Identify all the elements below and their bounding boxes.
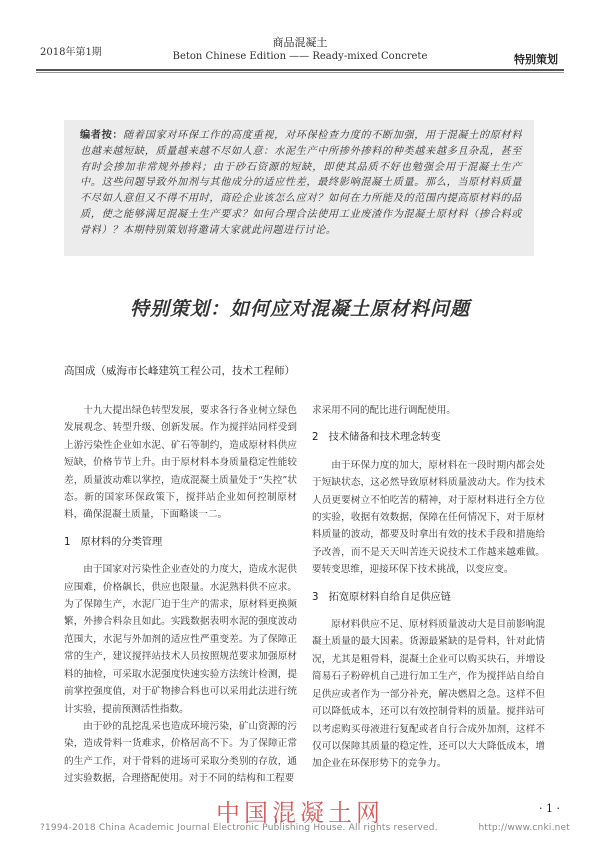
section-1-paragraph-2: 由于砂的乱挖乱采也造成环境污染，矿山资源的污染，造成骨料一货难求，价格居高不下。为了保障正常的生产工作，对于骨料的进场可采取分类别的存放，通过实验数据，合理搭配使用。对于不同的结构和工程要 — [64, 720, 297, 785]
editor-note — [80, 128, 522, 239]
right-column — [312, 402, 545, 773]
section-3-paragraph: 原材料供应不足、原材料质量波动大是目前影响混凝土质量的最大因素。货源最紧缺的是骨料，针对此情况，尤其是粗骨料，混凝土企业可以购买块石，并增设简易石子粉碎机自己进行加工生产，作为搅拌站自给自足供应或者作为一部分补充，解决燃眉之急。这样不但可以降低成本，还可以有效控制骨料的质量。搅拌站可以考虑购买母液进行复配或者自行合成外加剂，这样不仅可以保障其质量的稳定性，还可以大大降低成本，增加企业在环保形势下的竞争力。 — [312, 619, 545, 770]
editor-note-label: 编者按： — [80, 129, 124, 141]
editor-note-text: 随着国家对环保工作的高度重视，对环保检查力度的不断加强，用于混凝土的原材料也越来越短缺，质量越来越不尽如人意：水泥生产中所掺外掺料的种类越来越多且杂乱，甚至有时会掺加非常规外掺料；由于砂石资源的短缺，即使其品质不好也勉强会用于混凝土生产中。这些问题导致外加剂与其他成分的适应性差，最终影响混凝土质量。那么，当原材料质量不尽如人意但又不得不用时，商砼企业该怎么应对？如何在力所能及的范围内提高原材料的品质，使之能够满足混凝土生产要求？如何合理合法使用工业废渣作为混凝土原材料（掺合料或骨料）？本期特别策划将邀请大家就此问题进行讨论。 — [80, 130, 523, 236]
section-heading-1: 1 原材料的分类管理 — [64, 536, 163, 548]
footer-copyright: ?1994-2018 China Academic Journal Electronic Publishing House. All rights reserved. — [40, 823, 438, 833]
section-1-paragraph-1: 由于国家对污染性企业查处的力度大，造成水泥供应围难，价格飙长，供应也限量。水泥熟料供不应求。为了保障生产，水泥厂迫于生产的需求，原材料更换频繁，外掺合料杂且如此。实践数据表明水泥的强度波动范围大，水泥与外加剂的适应性严重变差。为了保障正常的生产，建议搅拌站技术人员按照规范要求加强原材料的抽检，可采取水泥强度快速实验方法统计检测，提前掌控强度值，对于矿物掺合料也可以采用此法进行统计实验，提前预测活性指数。 — [64, 564, 297, 715]
journal-name-en: Beton Chinese Edition —— Ready-mixed Concrete — [172, 51, 428, 62]
journal-name-cn: 商品混凝土 — [272, 36, 328, 49]
footer — [40, 823, 570, 833]
footer-url[interactable]: http://www.cnki.net — [478, 823, 570, 833]
page-number: · 1 · — [539, 802, 560, 815]
intro-paragraph: 十九大提出绿色转型发展，要求各行各业树立绿色发展观念、转型升级、创新发展。作为搅拌站同样受到上游污染性企业如水泥、矿石等制约，造成原材料供应短缺，价格节节上升。由于原材料本身质量稳定性能较差，质量波动难以掌控，造成混凝土质量处于“失控”状态。新的国家环保政策下，搅拌站企业如何控制原材料，确保混凝土质量，下面略谈一二。 — [64, 405, 297, 521]
watermark-logo: 中国混凝土网 — [216, 799, 384, 827]
section-heading-2: 2 技术储备和技术理念转变 — [312, 432, 441, 444]
issue-label: 2018年第1期 — [40, 47, 102, 58]
section-heading-3: 3 拓宽原材料自给自足供应链 — [312, 591, 451, 603]
section-2-paragraph: 由于环保力度的加大，原材料在一段时期内都会处于短缺状态，这必然导致原材料质量波动大。作为技术人员更要树立不怕吃苦的精神，对于原材料进行全方位的实验，收据有效数据，保障在任何情况下，对于原材料质量的波动，都要及时拿出有效的技术手段和措施给予改善，而不是天天叫苦连天说技术工作越来越难做。要转变思维，迎接环保下技术挑战，以变应变。 — [312, 459, 545, 576]
author-line: 高国成（威海市长峰建筑工程公司，技术工程师） — [64, 365, 295, 377]
header-rule-thin — [36, 72, 564, 73]
left-column — [64, 402, 297, 788]
article-title: 特别策划：如何应对混凝土原材料问题 — [129, 298, 470, 320]
header-rule — [36, 69, 564, 71]
section-label: 特别策划 — [514, 53, 558, 66]
continued-paragraph: 求采用不同的配比进行调配使用。 — [312, 405, 456, 416]
